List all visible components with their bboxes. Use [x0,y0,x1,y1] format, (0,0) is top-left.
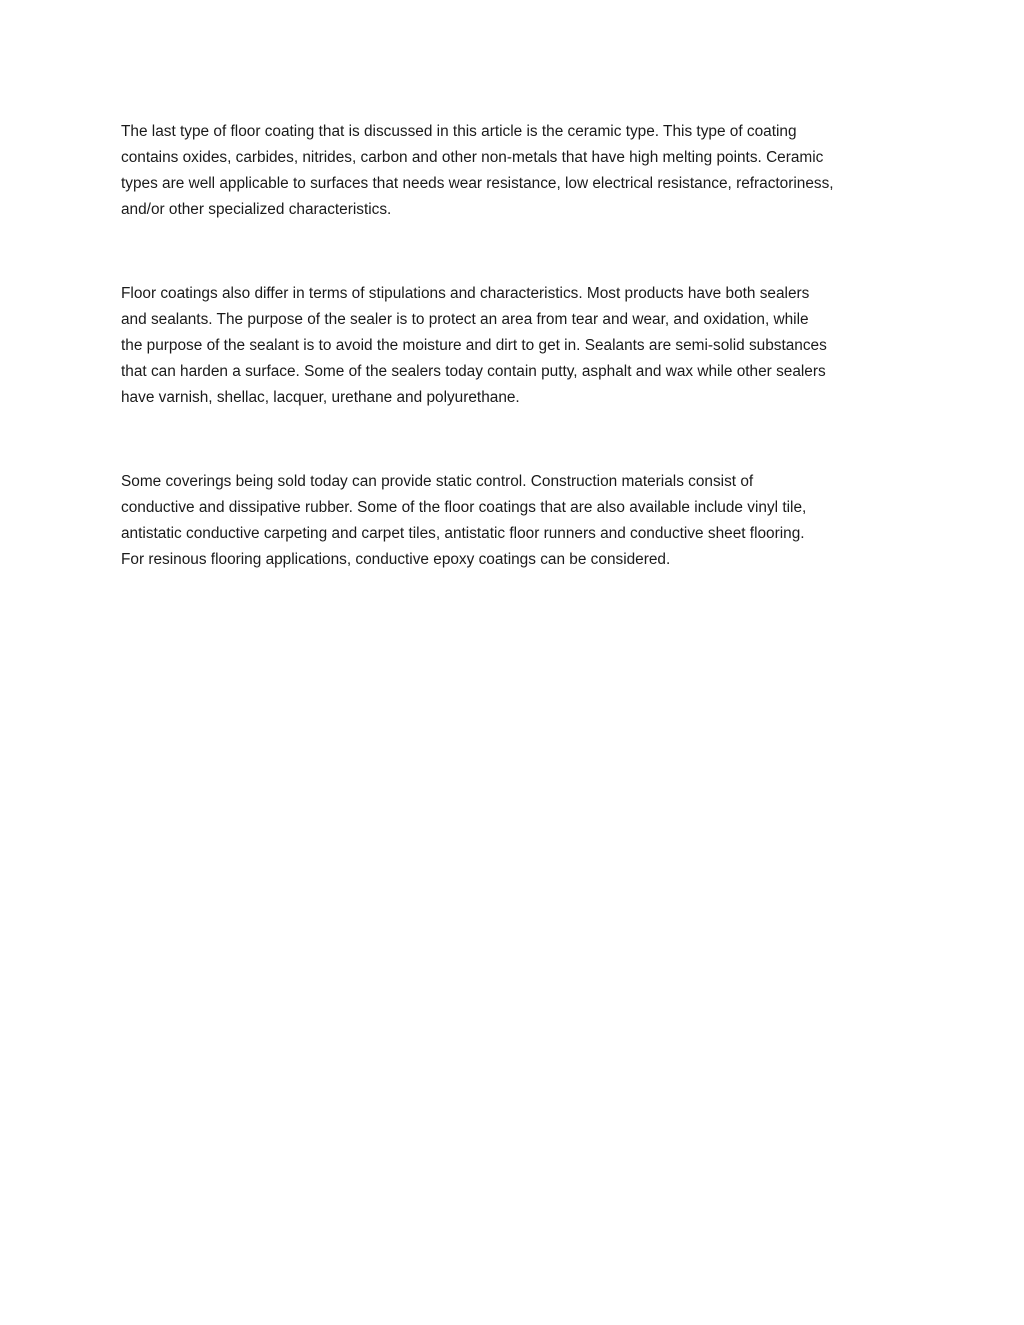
document-body [121,119,911,573]
paragraph-sealers-sealants: Floor coatings also differ in terms of stipulations and characteristics. Most products have both sealers and sealants. The purpose of the sealer is to protect an area from tear and wear, and oxidation, while the purpose of the sealant is to avoid the moisture and dirt to get in. Sealants are semi-solid substances that can harden a surface. Some of the sealers today contain putty, asphalt and wax while other sealers have varnish, shellac, lacquer, urethane and polyurethane. [121,285,827,406]
paragraph-static-control: Some coverings being sold today can provide static control. Construction materials consist of conductive and dissipative rubber. Some of the floor coatings that are also available include vinyl tile, antistatic conductive carpeting and carpet tiles, antistatic floor runners and conductive sheet flooring. For resinous flooring applications, conductive epoxy coatings can be considered. [121,473,807,568]
paragraph-ceramic-coating: The last type of floor coating that is discussed in this article is the ceramic type. This type of coating contains oxides, carbides, nitrides, carbon and other non-metals that have high melting points. Ceramic types are well applicable to surfaces that needs wear resistance, low electrical resistance, refractoriness, and/or other specialized characteristics. [121,123,834,218]
